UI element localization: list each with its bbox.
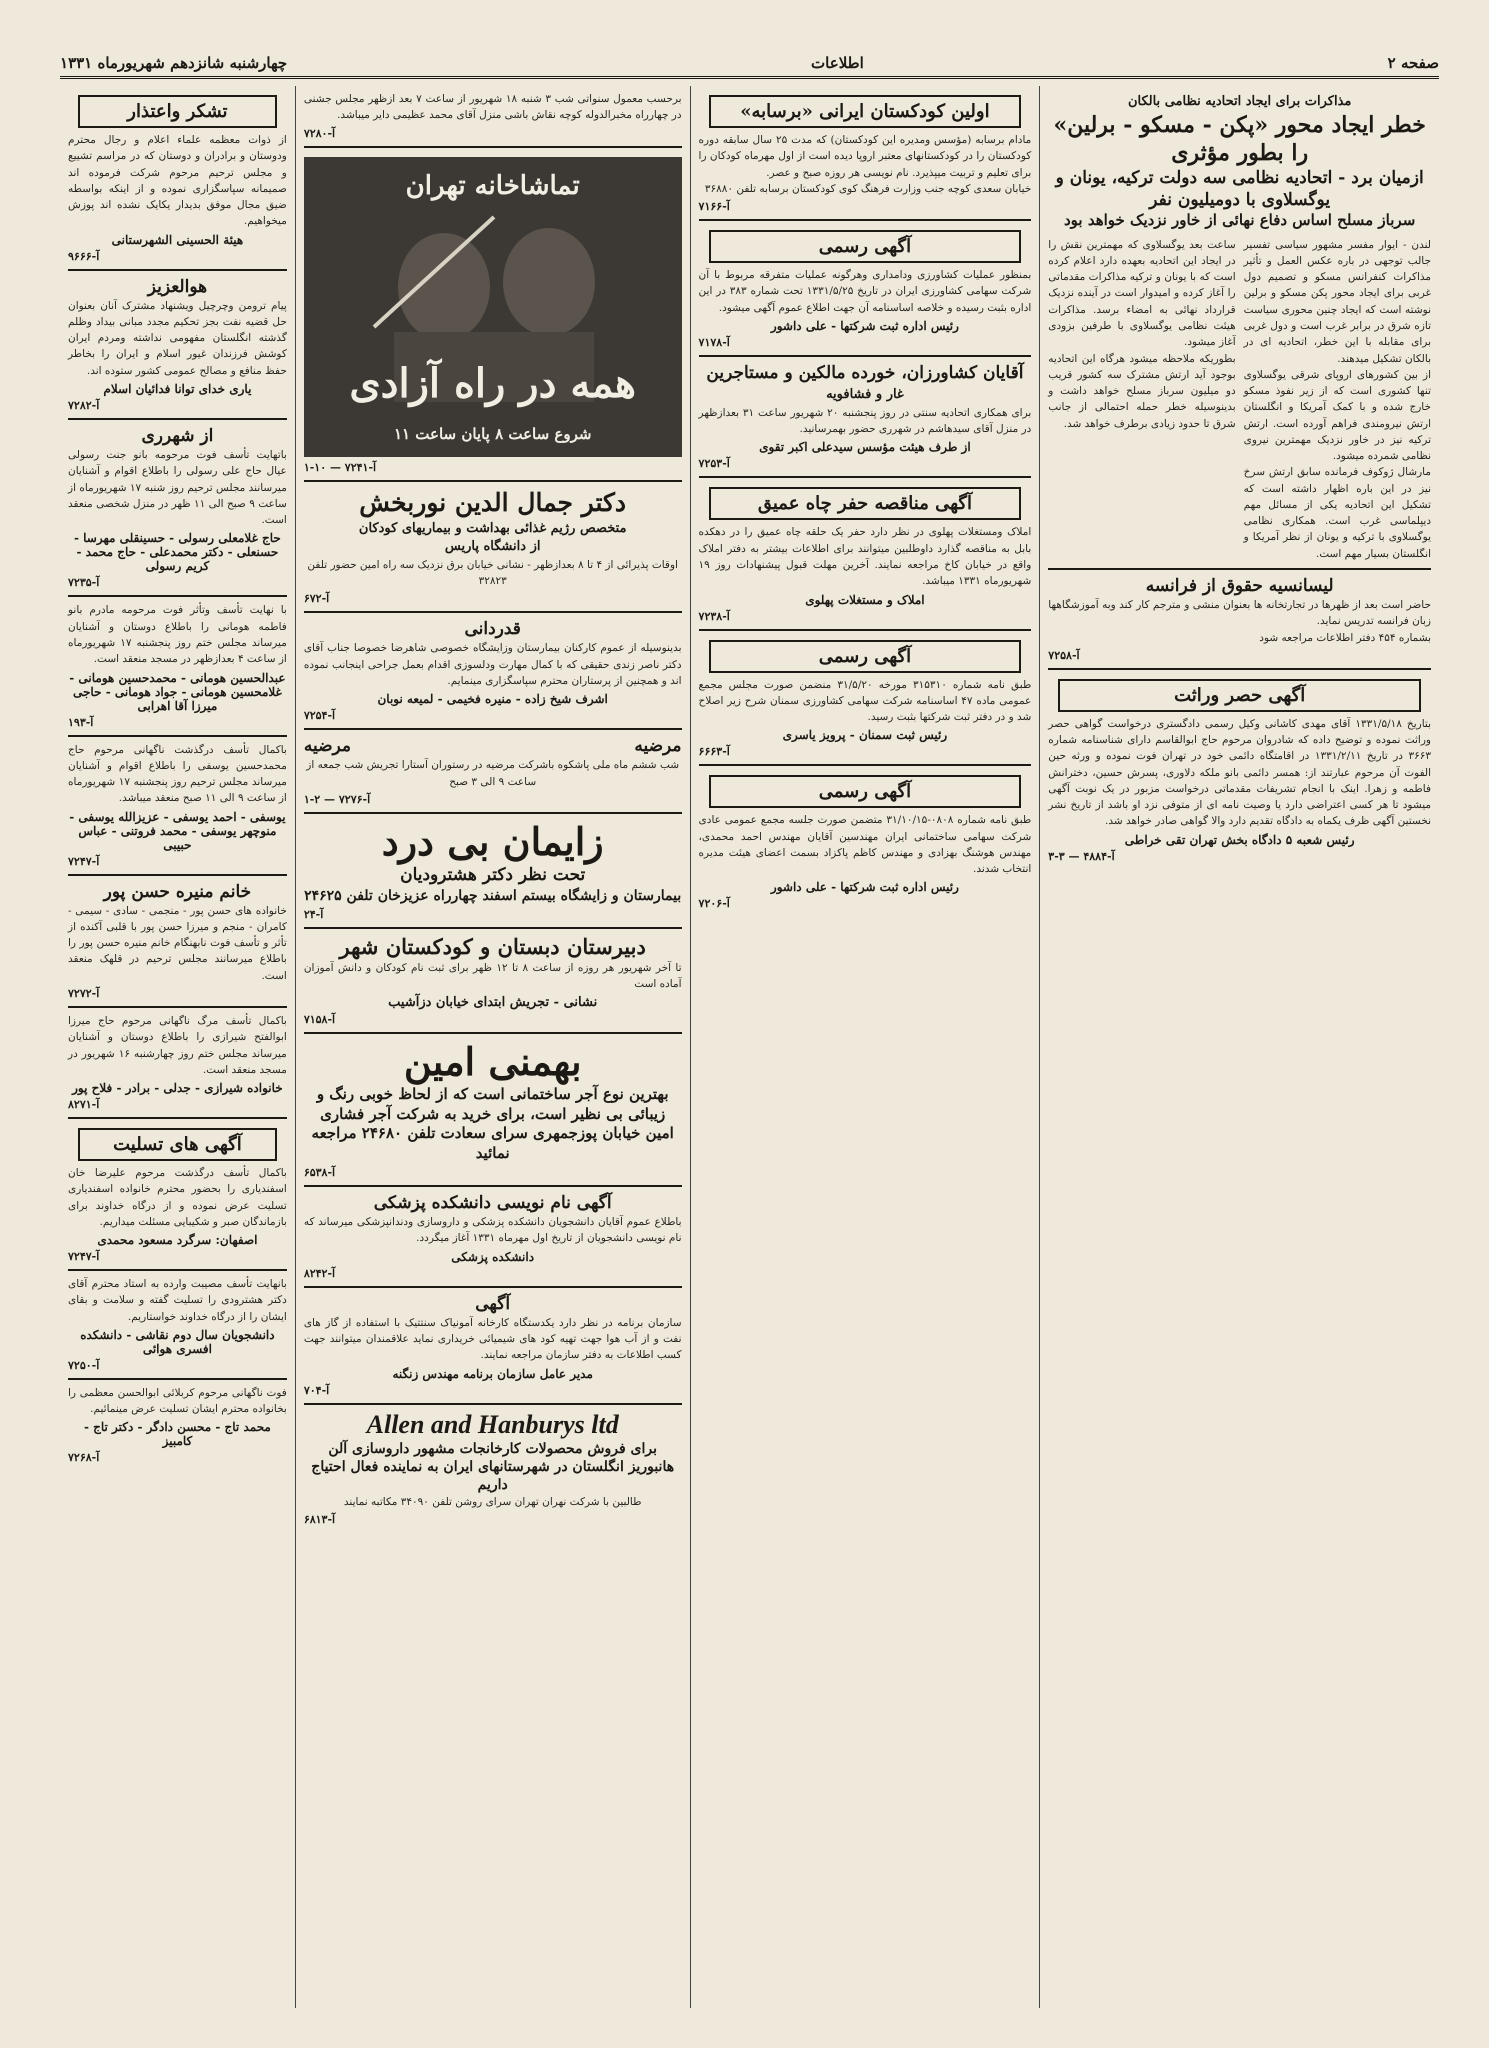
- ad-medical-code: آ-۸۲۴۲: [303, 1266, 336, 1280]
- ad-medical-body: باطلاع عموم آقایان دانشجویان دانشکده پزشکی و داروسازی ودندانپزشکی میرساند که نام نویسی دانشجویان از تاریخ اول مهرماه ۱۳۳۱ آغاز میگردد.: [303, 1216, 682, 1245]
- ad-plan-sign: مدیر عامل سازمان برنامه مهندس زنگنه: [392, 1366, 593, 1381]
- condolences-sign: اصفهان: سرگرد مسعود محمدی: [97, 1233, 258, 1248]
- ad-lyon-body: حاضر است بعد از ظهرها در تجارتخانه ها بعنوان منشی و مترجم کار کند وبه آموزشگاهها زبان فرانسه تدریس نماید.: [1048, 599, 1431, 628]
- obituary-1-body: باتهایت تأسف فوت مرحومه بانو جنت رسولی عیال حاج علی رسولی را باطلاع اقوام و آشنایان میرسانند مجلس ترحیم روز شنبه ۱۷ شهریورماه از ساعت ۹ صبح الی ۱۱ ظهر در منزل شخصی منعقد است.: [68, 449, 287, 527]
- column-lead: [1039, 86, 1439, 2008]
- ad-well-title: آگهی مناقصه حفر چاه عمیق: [709, 487, 1022, 520]
- ad-heirs-code: ۳-۳ — آ-۴۸۸۴: [1048, 849, 1115, 863]
- ad-statement-title: هوالعزیز: [147, 276, 208, 297]
- ad-marzieh-right: مرضیه: [634, 736, 682, 757]
- ad-farmers: [699, 357, 1032, 479]
- poster-illustration: [304, 157, 682, 457]
- ad-statement-code: آ-۷۲۸۲: [68, 399, 100, 413]
- ad-clinic: [304, 814, 682, 929]
- poster-theatre-name: تماشاخانه تهران: [405, 170, 580, 201]
- ad-doctor-uni: از دانشگاه پاریس: [444, 538, 541, 554]
- lead-subheadline: ازمیان برد - اتحادیه نظامی سه دولت ترکیه، یونان و یوگسلاوی با دومیلیون نفر: [1055, 168, 1424, 211]
- ad-kindergarten-address: خیابان سعدی کوچه جنب وزارت فرهنگ کوی کودکستان برسابه تلفن ۳۶۸۸۰: [704, 182, 1032, 195]
- column-notices: [690, 86, 1040, 2008]
- condolences-2-sign: دانشجویان سال دوم نقاشی - دانشکده افسری هوائی: [80, 1327, 275, 1356]
- ad-thanks-apology-sign: هیئة الحسینی الشهرستانی: [111, 232, 244, 247]
- ad-brick-code: آ-۶۵۳۸: [303, 1166, 336, 1180]
- page-number: صفحه ۲: [1387, 54, 1439, 72]
- obituary-2-names: عبدالحسین هومانی - محمدحسین هومانی - غلامحسین هومانی - جواد هومانی - حاجی میرزا آقا اهرابی: [69, 670, 286, 713]
- obituary-1-names: حاج غلامعلی رسولی - حسینقلی مهرسا - حسنعلی - دکتر محمدعلی - حاج محمد - کریم رسولی: [73, 531, 281, 574]
- ad-brick: [304, 1034, 682, 1187]
- poster-showtime: شروع ساعت ۸ پایان ساعت ۱۱: [393, 424, 592, 443]
- lead-article: [1048, 86, 1431, 570]
- ad-allen-brand: Allen and Hanburys ltd: [366, 1409, 619, 1439]
- ad-kindergarten-code: آ-۷۱۶۶: [698, 200, 730, 214]
- page-header: [60, 50, 1439, 79]
- ad-medical-sign: دانشکده پزشکی: [451, 1249, 535, 1264]
- ad-well-body: املاک ومستغلات پهلوی در نظر دارد حفر یک حلقه چاه عمیق را در دهکده بابل به مناقصه گذارد داوطلبین میتوانند برای اطلاعات بیشتر به دفتر املاک واقع در خیابان کاخ مراجعه نمایند. آخرین مهلت قبول پیشنهادات روز ۱۹ شهریورماه ۱۳۳۱ میباشد.: [698, 526, 1032, 588]
- ad-allen: [304, 1405, 682, 1533]
- ad-clinic-sub: تحت نظر دکتر هشترودیان: [400, 865, 586, 886]
- obituary-4-title: خانم منیره حسن پور: [103, 881, 252, 902]
- ad-school-address: نشانی - تجریش ابتدای خیابان دزآشیب: [388, 995, 598, 1011]
- lead-subheadline-2: سرباز مسلح اساس دفاع نهائی از خاور نزدیک خواهد بود: [1064, 211, 1416, 230]
- ad-allen-code: آ-۶۸۱۳: [303, 1513, 336, 1527]
- ad-marzieh-left: مرضیه: [303, 736, 351, 757]
- obituary-2: [68, 597, 287, 736]
- lead-headline: خطر ایجاد محور «پکن - مسکو - برلین» را بطور مؤثری: [1053, 112, 1426, 166]
- column-ads: [295, 86, 690, 2008]
- ad-official-1-title: آگهی رسمی: [709, 230, 1022, 263]
- ad-marzieh-header: [304, 735, 682, 757]
- ad-kindergarten-body: مادام برسابه (مؤسس ومدیره این کودکستان) که مدت ۲۵ سال سابقه دوره کودکستان را در کودکستانهای معتبر اروپا دیده است از اول مهرماه کودکان را برای تعلیم و تربیت میپذیرد. نام نویسی هر روزه صبح و عصر.: [698, 134, 1032, 179]
- ad-plan-code: آ-۷۰۴: [303, 1383, 330, 1397]
- obituary-3-names: یوسفی - احمد یوسفی - عزیزالله یوسفی - منوچهر یوسفی - محمد فروتنی - عباس حبیبی: [69, 809, 286, 852]
- ad-well: [699, 478, 1032, 630]
- ad-official-3-sign: رئیس اداره ثبت شرکتها - علی داشور: [770, 880, 959, 895]
- ad-doctor-body: اوقات پذیرائی از ۴ تا ۸ بعدازظهر - نشانی خیابان برق نزدیک سه راه امین حضور تلفن ۳۲۸۲۳: [307, 558, 678, 588]
- ad-lyon: [1048, 570, 1431, 670]
- ad-farmers-title: آقایان کشاورزان، خورده مالکین و مستاجرین: [706, 362, 1024, 383]
- ad-official-1-body: بمنظور عملیات کشاورزی ودامداری وهرگونه عملیات متفرقه مربوط با آن شرکت سهامی کشاورزی ایران در تاریخ ۱۳۳۱/۵/۲۵ تحت شماره ۳۸۳ در این اداره بثبت رسیده و خلاصه اساسنامه آن جهت اطلاع عموم آگهی میشود.: [698, 269, 1032, 314]
- condolences-2-body: بانهایت تأسف مصیبت وارده به استاد محترم آقای دکتر هشترودی را تسلیت گفته و سلامت و بقای ایشان را از درگاه خداوند خواستاریم.: [68, 1278, 287, 1323]
- obituary-1-code: آ-۷۲۳۵: [68, 576, 100, 590]
- ad-farmers-code: آ-۷۲۵۳: [698, 457, 730, 471]
- condolences-3: [68, 1380, 287, 1471]
- condolences-code: آ-۷۲۴۷: [68, 1250, 100, 1264]
- obituary-2-body: با نهایت تأسف وتأثر فوت مرحومه مادرم بانو فاطمه هومانی را باطلاع دوستان و آشنایان میرساند مجلس ختم روز پنجشنبه ۱۷ شهریورماه از ساعت ۴ بعدازظهر در مسجد منعقد است.: [68, 604, 287, 666]
- condolences-body: باکمال تأسف درگذشت مرحوم علیرضا خان اسفندیاری را بحضور محترم خانواده اسفندیاری تسلیت عرض نموده و از درگاه خداوند برای بازماندگان صبر و شکیبایی مسئلت میداریم.: [68, 1167, 287, 1228]
- obituary-5-code: آ-۸۲۷۱: [68, 1098, 100, 1112]
- ad-thanks-title: قدردانی: [464, 619, 521, 640]
- ad-lyon-title: لیسانسیه حقوق از فرانسه: [1145, 576, 1334, 596]
- obituary-5-body: باکمال تأسف مرگ ناگهانی مرحوم حاج میرزا ابوالفتح شیرازی را باطلاع دوستان و آشنایان میرساند مجلس ختم روز چهارشنبه ۱۶ شهریور در مسجد منعقد است.: [68, 1014, 287, 1076]
- obituary-5-names: خانواده شیرازی - جدلی - برادر - فلاح پور: [72, 1081, 283, 1096]
- ad-thanks-apology-code: آ-۹۶۶۶: [68, 249, 100, 263]
- obituary-4-code: آ-۷۲۷۲: [68, 986, 100, 1000]
- ad-school: [304, 929, 682, 1035]
- condolences-3-names: محمد تاج - محسن دادگر - دکتر تاج - کامبیز: [83, 1420, 271, 1449]
- ad-thanks-apology-body: از ذوات معظمه علماء اعلام و رجال محترم ودوستان و برادران و دوستان که در مراسم تشییع و مجلس ترحیم مرحوم شرکت فرموده اند صمیمانه سپاسگزاری نموده و از اینکه بواسطه ضیق مجال موفق بدیدار یکایک نشده اند پوزش میخواهیم.: [68, 134, 287, 228]
- ad-official-3-body: طبق نامه شماره ۰۸۰۸-۳۱/۱۰/۱۵ متضمن صورت جلسه مجمع عمومی عادی شرکت سهامی ساختمانی ایران مهندسین آقایان مهندس احمد محمدی، مهندس هوشنگ بهزادی و مهندس کاظم پاکزاد بسمت اعضای هیئت مدیره انتخاب شدند.: [698, 814, 1032, 876]
- ad-brick-body: بهترین نوع آجر ساختمانی است که از لحاظ خوبی رنگ و زیبائی بی نظیر است، برای خرید به شرکت آجر فشاری امین خیابان پوزجمهری سرای سعادت تلفن ۲۴۶۸۰ مراجعه نمائید: [311, 1085, 674, 1162]
- ad-celebration-body: برحسب معمول سنواتی شب ۳ شنبه ۱۸ شهریور از ساعت ۷ بعد ازظهر مجلس جشنی در چهارراه مخبرالدوله کوچه نقاش باشی منزل آقای محمد عظیمی دایر میباشد.: [303, 93, 682, 122]
- ad-lyon-address: بشماره ۴۵۴ دفتر اطلاعات مراجعه شود: [1259, 631, 1431, 644]
- ad-kindergarten-title: اولین کودکستان ایرانی «برسابه»: [709, 95, 1022, 128]
- ad-well-sign: املاک و مستغلات پهلوی: [805, 592, 925, 607]
- ad-lyon-code: آ-۷۲۵۸: [1048, 648, 1080, 662]
- ad-thanks: [304, 613, 682, 730]
- ad-farmers-body: برای همکاری اتحادیه سنتی در روز پنجشنبه ۲۰ شهریور ساعت ۳۱ بعدازظهر در منزل آقای سیدهاشم در شهرری حضور بهمرسانید.: [698, 406, 1032, 436]
- ad-heirs: [1048, 670, 1431, 869]
- ad-official-1-sign: رئیس اداره ثبت شرکتها - علی داشور: [770, 318, 959, 333]
- ad-official-1: [699, 221, 1032, 357]
- ad-thanks-sign: اشرف شیخ زاده - منیره فخیمی - لمیعه نوبان: [377, 692, 608, 707]
- ad-celebration-code: آ-۷۲۸۰: [303, 126, 336, 140]
- ad-plan: [304, 1288, 682, 1405]
- obituary-2-code: آ-۱۹۳: [68, 715, 94, 729]
- ad-doctor: [304, 482, 682, 614]
- ad-celebration: [304, 86, 682, 148]
- ad-official-3-title: آگهی رسمی: [709, 775, 1022, 808]
- ad-official-2-sign: رئیس ثبت سمنان - پرویز یاسری: [782, 728, 948, 743]
- ad-thanks-apology: [68, 86, 287, 271]
- ad-theatre: [304, 148, 682, 482]
- paper-name: اطلاعات: [811, 54, 864, 72]
- ad-statement-sign: یاری خدای توانا فدائیان اسلام: [103, 382, 252, 397]
- ad-official-3-code: آ-۷۲۰۶: [698, 897, 730, 911]
- ad-farmers-sign: از طرف هیئت مؤسس سیدعلی اکبر تقوی: [759, 440, 971, 455]
- ad-doctor-name: دکتر جمال الدین نوربخش: [359, 487, 627, 517]
- lead-body-b: ساعت بعد یوگسلاوی که مهمترین نقش را در ایجاد این اتحادیه بعهده دارد اعلام کرده است که با یونان و ترکیه مذاکرات مقدماتی را آغاز کرده و امیدوار است در آینده نزدیک قرارداد نهائی به امضاء برسد. مذاکرات هیئت نظامی یوگسلاوی با طرفین بزودی آغاز میشود.: [1048, 238, 1236, 349]
- obituary-3-code: آ-۷۲۴۷: [68, 854, 100, 868]
- lead-body-a: لندن - ایوار مفسر مشهور سیاسی تفسیر جالب توجهی در باره عکس العمل و تأثیر مذاکرات کنفرانس مسکو و تصمیم دول غربی برای ایجاد محور پکن مسکو و برلین نوشته است که ایجاد چنین محوری سیاست تازه شرق در برابر غرب است و دول غربی برای مقابله با این خطر، اتحادیه ای در بالکان تشکیل میدهند.: [1243, 238, 1431, 365]
- theatre-poster: [304, 157, 682, 457]
- ad-school-code: آ-۷۱۵۸: [303, 1013, 336, 1027]
- ad-farmers-sub: غار و فشافویه: [826, 386, 904, 402]
- ad-doctor-code: آ-۶۷۲: [303, 592, 330, 606]
- ad-official-1-code: آ-۷۱۷۸: [698, 335, 730, 349]
- ad-theatre-code: ۱-۱۰ — آ-۷۲۴۱: [303, 460, 377, 474]
- lead-kicker: مذاکرات برای ایجاد اتحادیه نظامی بالکان: [1127, 94, 1352, 109]
- ad-heirs-body: بتاریخ ۱۳۳۱/۵/۱۸ آقای مهدی کاشانی وکیل رسمی دادگستری درخواست گواهی حصر وراثت نموده و توضیح داده که شادروان مرحوم حاج ابوالقاسم دارای شناسنامه شماره ۳۶۶۳ در تاریخ ۱۳۳۱/۲/۱۱ در اقامتگاه دائمی خود در تهران فوت نموده و ورثه حین الفوت آن مرحوم عبارتند از: همسر دائمی بانو ملکه دلاوری، پسرش حسین، دخترانش فاطمه و زهرا. اینک با انجام تشریفات مقدماتی درخواست مزبور در یک نوبت آگهی میشود تا هر کسی اعتراضی دارد یا وصیت نامه ای از متوفی نزد او باشد از تاریخ نشر نخستین آگهی ظرف یکماه به دادگاه تقدیم دارد والا گواهی صادر خواهد شد.: [1048, 717, 1431, 828]
- ad-marzieh-code: ۱-۲ — آ-۷۲۷۶: [303, 792, 371, 806]
- ad-thanks-apology-title: تشکر واعتذار: [78, 95, 277, 128]
- lead-body-d: بطوریکه ملاحظه میشود هرگاه این اتحادیه بوجود آید ارتش مشترک سه کشور قریب دو میلیون سرباز مسلح خواهد داشت و بدینوسیله خطر حمله احتمالی از جانب شرق تا حدود زیادی برطرف خواهد شد.: [1048, 352, 1236, 430]
- lead-body-columns: [1048, 237, 1431, 562]
- obituary-3: [68, 737, 287, 876]
- ad-allen-body: برای فروش محصولات کارخانجات مشهور داروسازی آلن هانبوریز انگلستان در شهرستانهای ایران به نماینده فعال احتیاج داریم: [311, 1440, 675, 1493]
- condolences: [68, 1119, 287, 1271]
- ad-well-code: آ-۷۲۳۸: [698, 609, 730, 623]
- ad-kindergarten: [699, 86, 1032, 221]
- ad-clinic-body: بیمارستان و زایشگاه بیستم اسفند چهارراه عزیزخان تلفن ۲۴۶۲۵: [304, 887, 682, 904]
- ad-thanks-body: بدینوسیله از عموم کارکنان بیمارستان وزایشگاه خصوصی شاهرضا خصوصا جناب آقای دکتر ناصر زندی حقیقی که با کمال مهارت ودلسوزی اقدام بعمل جراحی اینجانب نموده اند و همچنین از پرستاران محترم سپاسگزاری مینمایم.: [303, 642, 682, 687]
- obituary-3-body: باکمال تأسف درگذشت ناگهانی مرحوم حاج محمدحسین یوسفی را باطلاع اقوام و آشنایان میرساند مجلس ترحیم روز پنجشنبه ۱۷ شهریورماه از ساعت ۹ الی ۱۱ صبح منعقد میباشد.: [68, 743, 287, 805]
- ad-school-title: دبیرستان دبستان و کودکستان شهر: [339, 933, 646, 959]
- ad-official-2: [699, 631, 1032, 767]
- condolences-3-body: فوت ناگهانی مرحوم کربلائی ابوالحسن معظمی را بخانواده محترم ایشان تسلیت عرض مینمائیم.: [68, 1386, 287, 1416]
- ad-heirs-sign: رئیس شعبه ۵ دادگاه بخش تهران تقی خراطی: [1124, 832, 1355, 847]
- ad-official-2-body: طبق نامه شماره ۳۱۵۳۱۰ مورخه ۳۱/۵/۲۰ منضمن صورت مجلس مجمع عمومی ماده ۴۷ اساسنامه شرکت سهامی کشاورزی سمنان شرح زیر اصلاح شد و در دفتر ثبت شرکتها بثبت رسید.: [698, 678, 1032, 724]
- obituary-4: [68, 876, 287, 1008]
- ad-school-body: تا آخر شهریور هر روزه از ساعت ۸ تا ۱۲ ظهر برای ثبت نام کودکان و دانش آموزان آماده است: [303, 961, 682, 991]
- ad-brick-title: بهمنی امین: [403, 1039, 582, 1085]
- ad-doctor-spec: متخصص رژیم غذائی بهداشت و بیماریهای کودکان: [358, 520, 627, 536]
- column-obituaries: [60, 86, 295, 2008]
- issue-date: چهارشنبه شانزدهم شهریورماه ۱۳۳۱: [60, 54, 288, 72]
- ad-marzieh-body: شب ششم ماه ملی پاشکوه باشرکت مرضیه در رستوران آستارا تجریش شب جمعه از ساعت ۹ الی ۳ صبح: [306, 759, 680, 788]
- condolences-title: آگهی های تسلیت: [78, 1128, 277, 1161]
- condolences-3-code: آ-۷۲۶۸: [68, 1451, 100, 1465]
- ad-statement-body: پیام ترومن وچرچیل ویشنهاد مشترک آنان بعنوان حل قضیه نفت بجز تحکیم مجدد مبانی بیداد وظلم گذشته انگلستان مفهومی نداشته ومردم ایران کوشش فرزندان غیور اسلام و ایران را بخاطر حفظ منافع و مصالح عمومی کشور ستوده اند.: [68, 299, 287, 377]
- columns: [60, 86, 1439, 2008]
- lead-body-c: از بین کشورهای اروپای شرقی یوگسلاوی تنها کشوری است که از زیر نفوذ مسکو خارج شده و با کمک آمریکا و انگلستان ارتش نیرومندی فراهم آورده است. ارتش ترکیه نیز در خاور نزدیک مهمترین نیروی نظامی شمرده میشود.: [1243, 368, 1431, 463]
- ad-statement: [68, 271, 287, 420]
- ad-plan-body: سازمان برنامه در نظر دارد یکدستگاه کارخانه آمونیاک سنتتیک با استفاده از گاز های نفت و از آب هوا جهت تهیه کود های شیمیائی خریداری نماید علاقمندان میتوانند جهت کسب اطلاعات به دفتر سازمان مراجعه نمایند.: [303, 1316, 682, 1362]
- ad-medical-title: آگهی نام نویسی دانشکده پزشکی: [373, 1193, 612, 1214]
- ad-official-3: [699, 766, 1032, 916]
- ad-thanks-code: آ-۷۲۵۴: [303, 709, 336, 723]
- obituary-4-body: خانواده های حسن پور - منجمی - سادی - سیمی - کامران - منجم و میرزا حسن پور با قلبی آکنده از تأثر و تأسف فوت نابهنگام خانم منیره حسن پور را باطلاع میرسانند مجلس ترحیم در قلهک منعقد است.: [68, 904, 287, 982]
- ad-clinic-title: زایمان بی درد: [381, 818, 604, 864]
- condolences-2: [68, 1271, 287, 1380]
- obituary-1-title: از شهرری: [141, 426, 214, 447]
- ad-heirs-title: آگهی حصر وراثت: [1058, 679, 1421, 712]
- ad-allen-body-2: طالبین با شرکت نهران تهران سرای روشن تلفن ۳۴۰۹۰ مکاتبه نمایند: [343, 1496, 642, 1509]
- lead-body-e: مارشال ژوکوف فرمانده سابق ارتش سرخ نیز در این باره اظهار داشته است که تشکیل این اتحادیه یکی از مسائل مهم دیپلماسی غرب است. همکاری نظامی یوگسلاوی با ترکیه و یونان از نظر آمریکا و انگلستان بسیار مهم است.: [1243, 466, 1431, 560]
- ad-plan-title: آگهی: [475, 1293, 511, 1314]
- ad-marzieh: [304, 730, 682, 814]
- ad-medical: [304, 1187, 682, 1288]
- obituary-5: [68, 1008, 287, 1119]
- ad-official-2-title: آگهی رسمی: [709, 640, 1022, 673]
- ad-clinic-code: آ-۲۴: [303, 907, 324, 921]
- ad-official-2-code: آ-۶۶۶۳: [698, 745, 730, 759]
- poster-play-title: همه در راه آزادی: [349, 359, 636, 407]
- condolences-2-code: آ-۷۲۵۰: [68, 1358, 100, 1372]
- obituary-1: [68, 420, 287, 597]
